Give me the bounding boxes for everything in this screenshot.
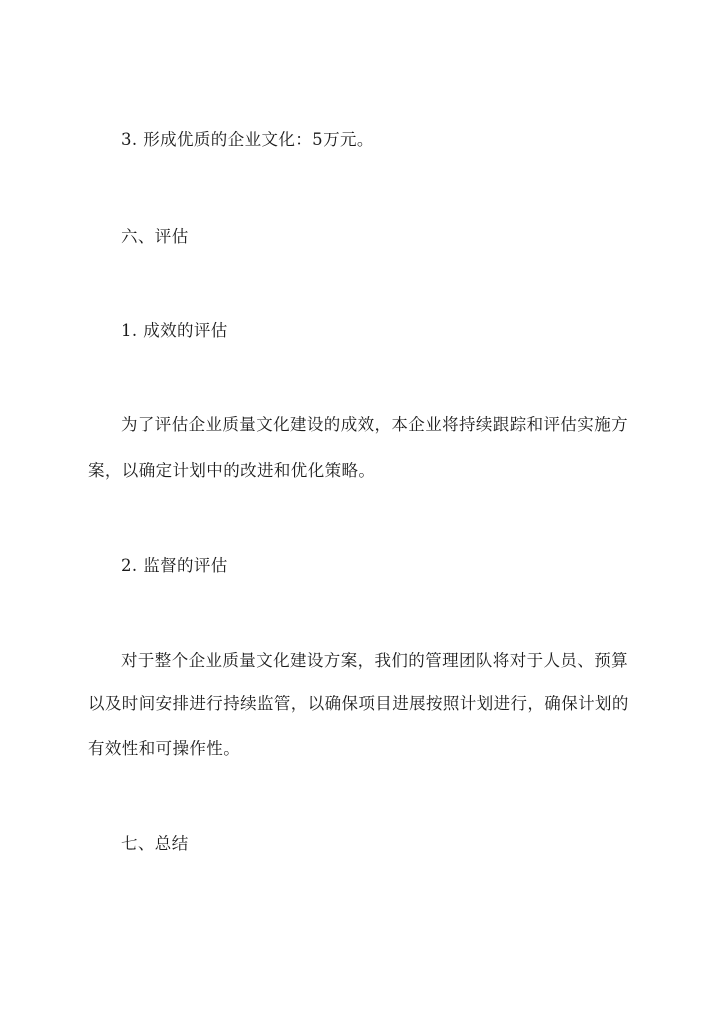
subheading-supervision-evaluation: 2. 监督的评估 <box>121 556 228 575</box>
paragraph-supervision-line-3: 有效性和可操作性。 <box>88 739 241 758</box>
paragraph-effectiveness-line-1: 为了评估企业质量文化建设的成效，本企业将持续跟踪和评估实施方 <box>121 415 628 434</box>
section-heading-summary: 七、总结 <box>121 834 189 853</box>
budget-item-3: 3. 形成优质的企业文化：5万元。 <box>121 130 374 149</box>
subheading-effectiveness-evaluation: 1. 成效的评估 <box>121 321 228 340</box>
section-heading-evaluation: 六、评估 <box>121 227 189 246</box>
paragraph-supervision-line-1: 对于整个企业质量文化建设方案，我们的管理团队将对于人员、预算 <box>121 651 628 670</box>
paragraph-effectiveness-line-2: 案，以确定计划中的改进和优化策略。 <box>88 461 376 480</box>
paragraph-supervision-line-2: 以及时间安排进行持续监管，以确保项目进展按照计划进行，确保计划的 <box>88 694 629 713</box>
